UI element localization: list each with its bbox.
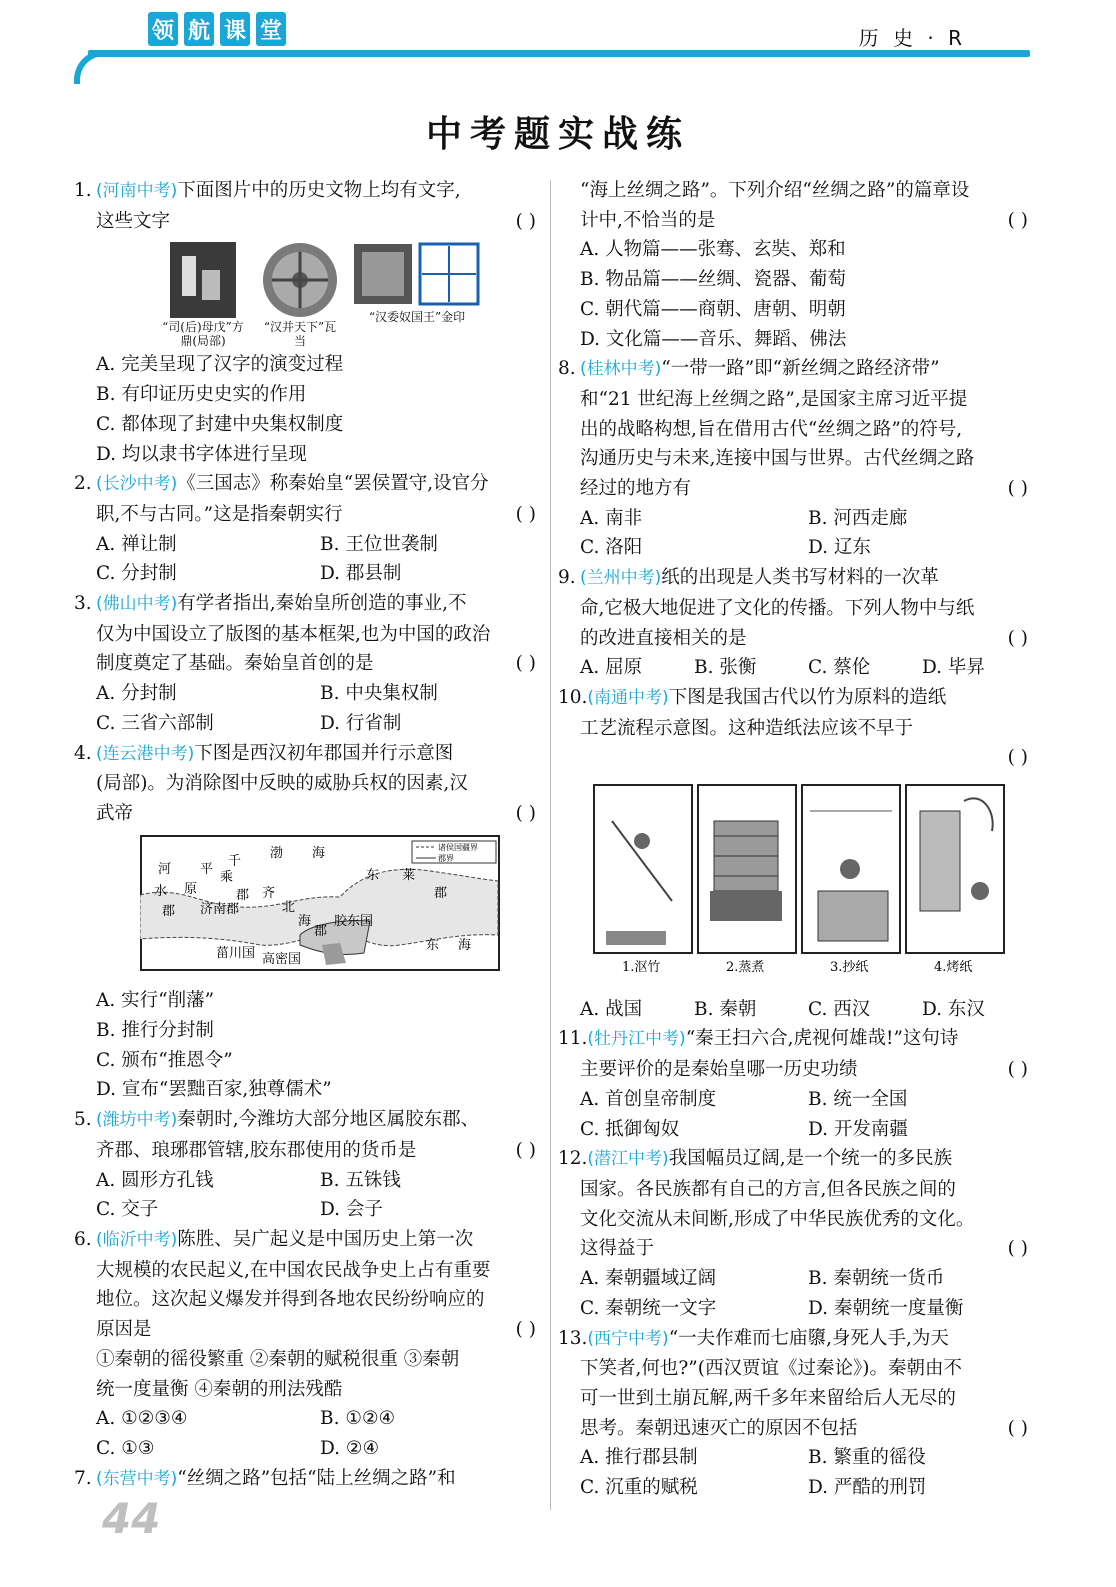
question-5 — [74, 1105, 544, 1225]
answer-paren: ( ) — [515, 802, 536, 824]
answer-paren: ( ) — [1007, 478, 1028, 500]
option: B. 河西走廊 — [808, 507, 908, 529]
wadang-tile-image — [260, 240, 340, 320]
option: C. 朝代篇——商朝、唐朝、明朝 — [580, 298, 846, 320]
option: A. 推行郡县制 — [580, 1447, 698, 1469]
ding-inscription-image — [168, 240, 238, 320]
question-number: 12. — [558, 1148, 588, 1170]
question-text: 制度奠定了基础。秦始皇首创的是 — [96, 653, 374, 675]
answer-paren: ( ) — [515, 1139, 536, 1161]
option: D. 严酷的刑罚 — [808, 1477, 927, 1499]
question-text: “一带一路”即“新丝绸之路经济带” — [661, 358, 940, 380]
subject-label: 历 史 · R — [858, 26, 966, 50]
question-items: ①秦朝的徭役繁重 ②秦朝的赋税很重 ③秦朝 — [96, 1348, 460, 1370]
option: B. 统一全国 — [808, 1088, 908, 1110]
map-label: 渤 — [270, 845, 284, 861]
answer-paren: ( ) — [515, 503, 536, 525]
option: B. ①②④ — [320, 1408, 396, 1430]
question-text: 命,它极大地促进了文化的传播。下列人物中与纸 — [580, 597, 975, 619]
option: B. 中央集权制 — [320, 683, 438, 705]
question-number: 5. — [74, 1109, 92, 1131]
question-text: 的改进直接相关的是 — [580, 627, 747, 649]
option: A. 圆形方孔钱 — [96, 1169, 214, 1191]
figure-caption: 3.抄纸 — [830, 960, 869, 976]
option: D. 文化篇——音乐、舞蹈、佛法 — [580, 328, 847, 350]
answer-paren: ( ) — [515, 653, 536, 675]
map-label: 郡 — [314, 923, 328, 939]
question-source: (河南中考) — [96, 181, 178, 201]
question-12 — [558, 1144, 1036, 1323]
option: B. 秦朝统一货币 — [808, 1268, 945, 1290]
option: C. 都体现了封建中央集权制度 — [96, 413, 344, 435]
question-source: (潜江中考) — [587, 1149, 669, 1170]
map-label: 高密国 — [262, 951, 302, 967]
question-text: 下图是我国古代以竹为原料的造纸 — [668, 686, 947, 708]
question-source: (桂林中考) — [580, 359, 662, 380]
option: B. 秦朝 — [694, 998, 757, 1020]
map-label: 齐 — [262, 885, 276, 901]
option: D. 辽东 — [808, 537, 871, 559]
option: D. 秦朝统一度量衡 — [808, 1297, 964, 1319]
question-text: 这得益于 — [580, 1238, 655, 1260]
question-7-cont — [558, 176, 1036, 354]
map-label: 莱 — [402, 867, 416, 883]
question-3 — [74, 589, 544, 739]
question-number: 3. — [74, 593, 92, 615]
option: D. 宣布“罢黜百家,独尊儒术” — [96, 1079, 332, 1101]
map-legend-text: 诸侯国疆界 — [438, 842, 478, 852]
question-text: (局部)。为消除图中反映的威胁兵权的因素,汉 — [96, 773, 468, 795]
option: A. 秦朝疆域辽阔 — [580, 1268, 717, 1290]
answer-paren: ( ) — [1007, 209, 1028, 231]
question-text: 下面图片中的历史文物上均有文字, — [177, 180, 461, 201]
map-legend-text: 郡界 — [438, 853, 454, 863]
option: C. 沉重的赋税 — [580, 1477, 698, 1499]
question-text: “一夫作难而七庙隳,身死人手,为天 — [668, 1327, 949, 1349]
question-text: “海上丝绸之路”。下列介绍“丝绸之路”的篇章设 — [580, 180, 970, 201]
artifact-figures — [74, 240, 544, 348]
option: D. 开发南疆 — [808, 1118, 908, 1140]
header-badge: 航 — [184, 12, 214, 46]
question-number: 10. — [558, 686, 588, 708]
option: D. 会子 — [320, 1199, 383, 1221]
artifact-ding — [158, 240, 248, 348]
option: A. 完美呈现了汉字的演变过程 — [96, 354, 344, 376]
map-label: 北 — [282, 899, 296, 915]
map-label: 海 — [312, 845, 326, 861]
question-source: (佛山中考) — [96, 594, 178, 615]
question-text: “丝绸之路”包括“陆上丝绸之路”和 — [177, 1467, 456, 1489]
figure-caption: 4.烤纸 — [934, 960, 973, 976]
question-source: (连云港中考) — [96, 743, 195, 764]
column-divider — [550, 180, 551, 1510]
question-number: 7. — [74, 1467, 92, 1489]
gold-seal-image — [352, 240, 482, 310]
figure-caption: “汉并天下”瓦当 — [263, 320, 337, 349]
answer-paren: ( ) — [515, 1319, 536, 1341]
question-text: 原因是 — [96, 1319, 152, 1341]
question-text: 下图是西汉初年郡国并行示意图 — [194, 742, 454, 764]
question-4 — [74, 739, 544, 1106]
map-label: 河 — [158, 861, 172, 877]
figure-caption: “司(后)母戊”方鼎(局部) — [162, 320, 244, 349]
question-text: 仅为中国设立了版图的基本框架,也为中国的政治 — [96, 623, 491, 645]
answer-paren: ( ) — [1007, 1238, 1028, 1260]
question-text: 沟通历史与未来,连接中国与世界。古代丝绸之路 — [580, 448, 975, 470]
question-text: 出的战略构想,旨在借用古代“丝绸之路”的符号, — [580, 418, 963, 440]
option: A. 分封制 — [96, 683, 177, 705]
question-text: 纸的出现是人类书写材料的一次革 — [661, 567, 939, 589]
page-number: 44 — [102, 1494, 161, 1543]
option: A. 南非 — [580, 507, 643, 529]
artifact-wadang — [260, 240, 340, 348]
map-label: 郡 — [434, 885, 448, 901]
question-text: 主要评价的是秦始皇哪一历史功绩 — [580, 1059, 858, 1081]
left-column — [74, 176, 544, 1494]
question-text: “秦王扫六合,虎视何雄哉!”这句诗 — [685, 1028, 959, 1050]
option: B. 五铢钱 — [320, 1169, 401, 1191]
header-rule — [88, 50, 1030, 57]
question-source: (南通中考) — [587, 687, 669, 708]
question-source: (东营中考) — [96, 1468, 178, 1489]
map-label: 济南郡 — [200, 901, 240, 917]
question-number: 4. — [74, 742, 92, 764]
question-text: 可一世到土崩瓦解,两千多年来留给后人无尽的 — [580, 1387, 956, 1409]
option: A. 屈原 — [580, 657, 643, 679]
question-11 — [558, 1024, 1036, 1144]
option: B. 王位世袭制 — [320, 533, 438, 555]
question-number: 13. — [558, 1327, 588, 1349]
question-text: 计中,不恰当的是 — [580, 209, 716, 231]
header-badges — [148, 12, 286, 46]
question-number: 11. — [558, 1028, 588, 1050]
answer-paren: ( ) — [515, 210, 536, 232]
question-text: 陈胜、吴广起义是中国历史上第一次 — [177, 1228, 474, 1250]
figure-caption: “汉委奴国王”金印 — [368, 310, 466, 325]
question-source: (潍坊中考) — [96, 1110, 178, 1131]
question-source: (西宁中考) — [587, 1328, 669, 1349]
question-number: 1. — [74, 180, 92, 201]
question-text: 工艺流程示意图。这种造纸法应该不早于 — [580, 717, 914, 739]
question-source: (临沂中考) — [96, 1229, 178, 1250]
map-label: 东 — [426, 937, 440, 953]
map-label: 原 — [184, 881, 198, 897]
map-label: 东 — [366, 867, 380, 883]
figure-caption: 1.沤竹 — [622, 960, 661, 976]
question-text: 我国幅员辽阔,是一个统一的多民族 — [668, 1148, 953, 1170]
option: C. ①③ — [96, 1437, 155, 1459]
question-text: 职,不与古同。”这是指秦朝实行 — [96, 503, 343, 525]
option: D. 毕昇 — [922, 657, 985, 679]
question-source: (兰州中考) — [580, 568, 662, 589]
question-text: 大规模的农民起义,在中国农民战争史上占有重要 — [96, 1259, 491, 1281]
question-source: (长沙中考) — [96, 474, 178, 495]
question-text: 有学者指出,秦始皇所创造的事业,不 — [177, 593, 467, 615]
header-badge: 领 — [148, 12, 178, 46]
option: C. 分封制 — [96, 563, 177, 585]
option: B. 推行分封制 — [96, 1020, 214, 1042]
option: B. 繁重的徭役 — [808, 1447, 926, 1469]
artifact-seal — [352, 240, 482, 348]
question-text: 齐郡、琅琊郡管辖,胶东郡使用的货币是 — [96, 1139, 417, 1161]
answer-paren: ( ) — [1007, 1417, 1028, 1439]
option: A. 实行“削藩” — [96, 990, 215, 1012]
question-8 — [558, 354, 1036, 563]
option: D. 郡县制 — [320, 563, 402, 585]
answer-paren: ( ) — [1007, 747, 1028, 769]
answer-paren: ( ) — [1007, 1059, 1028, 1081]
option: D. 东汉 — [922, 998, 985, 1020]
option: A. 禅让制 — [96, 533, 177, 555]
question-9 — [558, 563, 1036, 683]
map-figure — [140, 835, 500, 971]
question-text: 下笑者,何也?”(西汉贾谊《过秦论》)。秦朝由不 — [580, 1358, 962, 1380]
map-label: 郡 — [162, 903, 176, 919]
map-label: 海 — [458, 937, 472, 953]
question-source: (牡丹江中考) — [587, 1029, 686, 1050]
option: D. ②④ — [320, 1437, 380, 1459]
option: C. 三省六部制 — [96, 712, 214, 734]
header-badge: 堂 — [256, 12, 286, 46]
map-label: 胶东国 — [334, 913, 374, 929]
question-number: 9. — [558, 567, 576, 589]
question-10 — [558, 683, 1036, 1025]
question-number: 6. — [74, 1228, 92, 1250]
papermaking-panels — [592, 781, 1016, 981]
question-text: 思考。秦朝迅速灭亡的原因不包括 — [580, 1417, 858, 1439]
option: D. 均以隶书字体进行呈现 — [96, 443, 307, 465]
question-number: 8. — [558, 358, 576, 380]
option: A. 战国 — [580, 998, 643, 1020]
figure-caption: 2.蒸煮 — [726, 960, 765, 976]
question-text: 经过的地方有 — [580, 478, 692, 500]
map-label: 海 — [298, 913, 312, 929]
map-label: 千 — [228, 853, 242, 869]
question-1 — [74, 176, 544, 469]
question-6 — [74, 1225, 544, 1464]
question-items: 统一度量衡 ④秦朝的刑法残酷 — [96, 1378, 343, 1400]
option: C. 颁布“推恩令” — [96, 1049, 233, 1071]
question-text: 这些文字 — [96, 210, 171, 232]
question-number: 2. — [74, 473, 92, 495]
option: A. ①②③④ — [96, 1408, 188, 1430]
option: D. 行省制 — [320, 712, 402, 734]
option: C. 洛阳 — [580, 537, 643, 559]
map-label: 平 — [200, 861, 214, 877]
option: B. 有印证历史史实的作用 — [96, 384, 307, 406]
question-7-start — [74, 1464, 544, 1495]
map-label: 乘 — [220, 869, 234, 885]
option: C. 秦朝统一文字 — [580, 1297, 717, 1319]
question-13 — [558, 1324, 1036, 1503]
map-label: 菑川国 — [216, 945, 256, 961]
answer-paren: ( ) — [1007, 627, 1028, 649]
page-title: 中考题实战练 — [425, 113, 690, 155]
question-2 — [74, 469, 544, 589]
option: C. 抵御匈奴 — [580, 1118, 680, 1140]
option: B. 张衡 — [694, 657, 757, 679]
option: C. 交子 — [96, 1199, 159, 1221]
question-text: 秦朝时,今潍坊大部分地区属胶东郡、 — [177, 1109, 480, 1131]
question-text: 地位。这次起义爆发并得到各地农民纷纷响应的 — [96, 1289, 485, 1311]
option: A. 首创皇帝制度 — [580, 1088, 717, 1110]
map-label: 郡 — [236, 887, 250, 903]
question-text: 武帝 — [96, 802, 134, 824]
question-text: 《三国志》称秦始皇“罢侯置守,设官分 — [177, 473, 489, 495]
option: A. 人物篇——张骞、玄奘、郑和 — [580, 239, 846, 261]
papermaking-figure — [592, 781, 1036, 991]
option: B. 物品篇——丝绸、瓷器、葡萄 — [580, 269, 846, 291]
question-text: 和“21 世纪海上丝绸之路”,是国家主席习近平提 — [580, 388, 968, 410]
han-commandery-map — [140, 835, 544, 981]
option: C. 蔡伦 — [808, 657, 871, 679]
map-label: 水 — [154, 883, 168, 899]
right-column — [558, 176, 1036, 1503]
option: C. 西汉 — [808, 998, 871, 1020]
header-badge: 课 — [220, 12, 250, 46]
question-text: 文化交流从未间断,形成了中华民族优秀的文化。 — [580, 1208, 975, 1230]
question-text: 国家。各民族都有自己的方言,但各民族之间的 — [580, 1178, 956, 1200]
